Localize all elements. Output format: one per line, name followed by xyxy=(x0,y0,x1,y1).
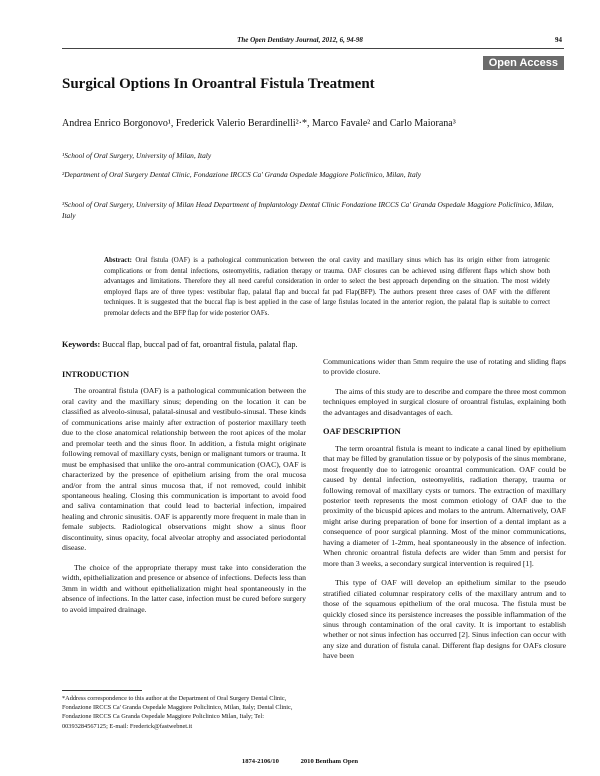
affiliation-2: ²Department of Oral Surgery Dental Clinic, Fondazione IRCCS Ca' Granda Ospedale Maggiore Policlinico, Milan, Italy xyxy=(62,170,421,179)
paragraph: The term oroantral fistula is meant to indicate a canal lined by epithelium that may be filled by granulation tissue or by polyposis of the sinus membrane, most frequently due to iatrogenic oroantral communication. OAF could be caused by dental infection, osteomyelitis, radiation therapy, trauma or following removal of maxillary cysts or tumors. The extraction of maxillary posterior teeth represents the most common etiology of OAF due to the proximity of the bicuspid apices and molars to the antrum. Alternatively, OAF might arise during preparation of bone for insertion of a dental implant as a consequence of poor surgical planning. Most of the minor communications, having a diameter of 1-2mm, heal spontaneously in the absence of infection. When chronic oroantral fistula defects are wider than 5mm and persist for more than 3 weeks, a secondary surgical intervention is required [1]. xyxy=(323,443,566,568)
keywords-label: Keywords: xyxy=(62,340,101,349)
correspondence-footnote: *Address correspondence to this author at the Department of Oral Surgery Dental Clinic, Fondazione IRCCS Ca' Granda Ospedale Maggiore Policlinico, Milan, Italy; Dental Clinic, Fondazione IRCCS Ca Granda Ospedale Maggiore Policlinico Milan, Italy; Tel: 00393284567125; E-mail: Frederick@fastwebnet.it xyxy=(62,695,293,730)
author-list: Andrea Enrico Borgonovo¹, Frederick Valerio Berardinelli²·*, Marco Favale² and Carlo Maiorana³ xyxy=(62,118,456,129)
right-column xyxy=(323,357,566,662)
publisher: 2010 Bentham Open xyxy=(300,758,359,765)
left-column xyxy=(62,370,306,615)
keywords-text: Buccal flap, buccal pad of fat, oroantral fistula, palatal flap. xyxy=(102,340,298,349)
paragraph: The choice of the appropriate therapy must take into consideration the width, epithelialization and presence or absence of infections. Defects less than 3mm in width and without epithelialization might heal spontaneously in the absence of infections. In the latter case, infection must be cured before surgery to avoid impaired drainage. xyxy=(62,562,306,614)
section-heading-introduction: INTRODUCTION xyxy=(62,370,130,379)
paragraph-aims: The aims of this study are to describe and compare the three most common techniques employed in surgical closure of oroantral fistulas, explaining both the advantages and disadvantages of each. xyxy=(323,386,566,417)
abstract-text: Oral fistula (OAF) is a pathological communication between the oral cavity and maxillary sinus which has its origin either from iatrogenic complications or from dental infections, osteomyelitis, radiation therapy or trauma. OAF closures can be achieved using different flaps which show both advantages and limitations. Therefore they all need careful consideration in order to select the best approach depending on the situation. The most widely employed flaps are of three types: vestibular flap, palatal flap and buccal fat pad Flap(BFP). The authors present three cases of OAF with the different techniques. It is suggested that the buccal flap is best applied in the case of large fistulas located in the anterior region, the palatal flap is suitable to correct premolar defects and the BFP flap for wide posterior OAFs. xyxy=(104,257,550,317)
keywords xyxy=(62,340,298,349)
paragraph: The oroantral fistula (OAF) is a pathological communication between the oral cavity and the maxillary sinus; depending on the location it can be classified as alveolo-sinusal, palatal-sinusal and vestibulo-sinusal. These kinds of communications arise mainly after extraction of posterior maxillary teeth due to the close anatomical relationship between the root apices of the molar and premolar teeth and the sinus floor. In addition, a fistula might originate following removal of maxillary cysts, benign or malignant tumors or trauma. It must be emphasised that unlike the oro-antral communication (OAC), OAF is characterized by the presence of epithelium arising from the oral mucosa and/or from the antral sinus mucosa that, if not removed, could inhibit spontaneous healing. Closing this communication is important to avoid food and saliva contamination that could lead to bacterial infection, impaired healing and chronic sinusitis. OAF is apparently more frequent in male than in female subjects. Radiological observations might show a sinus floor discontinuity, sinus opacity, focal alveolar atrophy and associated periodontal disease. xyxy=(62,386,306,553)
affiliation-3: ³School of Oral Surgery, University of Milan Head Department of Implantology Dental Clinic Fondazione IRCCS Ca' Granda Ospedale Maggiore Policlinico, Milan, Italy xyxy=(62,200,554,220)
page-number: 94 xyxy=(555,36,562,44)
page-footer xyxy=(0,758,600,765)
affiliation-1: ¹School of Oral Surgery, University of Milan, Italy xyxy=(62,151,212,160)
abstract-label: Abstract: xyxy=(104,257,132,264)
open-access-badge: Open Access xyxy=(483,56,564,70)
section-heading-oaf-description: OAF DESCRIPTION xyxy=(323,427,401,437)
abstract xyxy=(104,256,550,319)
footnote-rule xyxy=(62,690,142,691)
paragraph-continuation: Communications wider than 5mm require the use of rotating and sliding flaps to provide closure. xyxy=(323,357,566,377)
journal-citation: The Open Dentistry Journal, 2012, 6, 94-98 xyxy=(237,36,363,44)
issn: 1874-2106/10 xyxy=(241,758,279,765)
header-rule xyxy=(62,48,564,49)
article-title: Surgical Options In Oroantral Fistula Treatment xyxy=(62,76,375,92)
paragraph: This type of OAF will develop an epithelium similar to the pseudo stratified ciliated columnar respiratory cells of the maxillary antrum and to those of the squamous epithelium of the oral mucosa. The fistula must be quickly closed since its persistence increases the possible inflammation of the sinus through contamination of the oral cavity. It is important to establish whether or not sinus infection has occurred [2]. Sinus infection can occur with any size and duration of fistula canal. Different flap designs for OAFs closure have been xyxy=(323,578,566,661)
